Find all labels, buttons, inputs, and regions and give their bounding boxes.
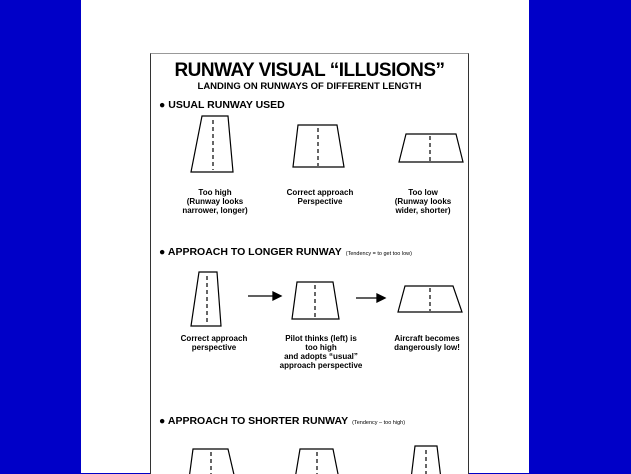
caption-correct-approach: Correct approach Perspective — [286, 188, 354, 206]
document-title: RUNWAY VISUAL “ILLUSIONS” — [174, 60, 445, 81]
runway-longer-dangerously-low — [398, 286, 462, 312]
caption-dangerously-low: Aircraft becomes dangerously low! — [394, 334, 460, 352]
caption-too-high: Too high (Runway looks narrower, longer) — [182, 188, 248, 215]
caption-correct-perspective: Correct approach perspective — [180, 334, 248, 352]
runway-too-high — [191, 116, 233, 172]
document-subtitle: LANDING ON RUNWAYS OF DIFFERENT LENGTH — [197, 81, 422, 92]
caption-too-low: Too low (Runway looks wider, shorter) — [394, 188, 452, 215]
runway-diagrams — [151, 54, 468, 474]
runway-longer-pilot-thinks — [292, 282, 339, 319]
arrow-right-icon — [248, 292, 281, 300]
runway-longer-correct — [191, 272, 221, 326]
caption-pilot-thinks: Pilot thinks (left) is too high and adopts “usual” approach perspective — [279, 334, 363, 370]
section-heading-shorter-runway: ● APPROACH TO SHORTER RUNWAY (Tendency – too high) — [159, 415, 406, 427]
runway-shorter-1 — [189, 449, 235, 474]
runway-shorter-2 — [295, 449, 339, 474]
runway-correct — [293, 125, 344, 167]
arrow-right-icon — [356, 294, 385, 302]
section-heading-usual-runway: ● USUAL RUNWAY USED — [159, 99, 285, 111]
runway-too-low — [399, 134, 463, 162]
runway-shorter-3 — [411, 446, 441, 474]
runway-illusions-document — [150, 53, 469, 474]
section-heading-longer-runway: ● APPROACH TO LONGER RUNWAY (Tendency = to get too low) — [159, 246, 412, 258]
